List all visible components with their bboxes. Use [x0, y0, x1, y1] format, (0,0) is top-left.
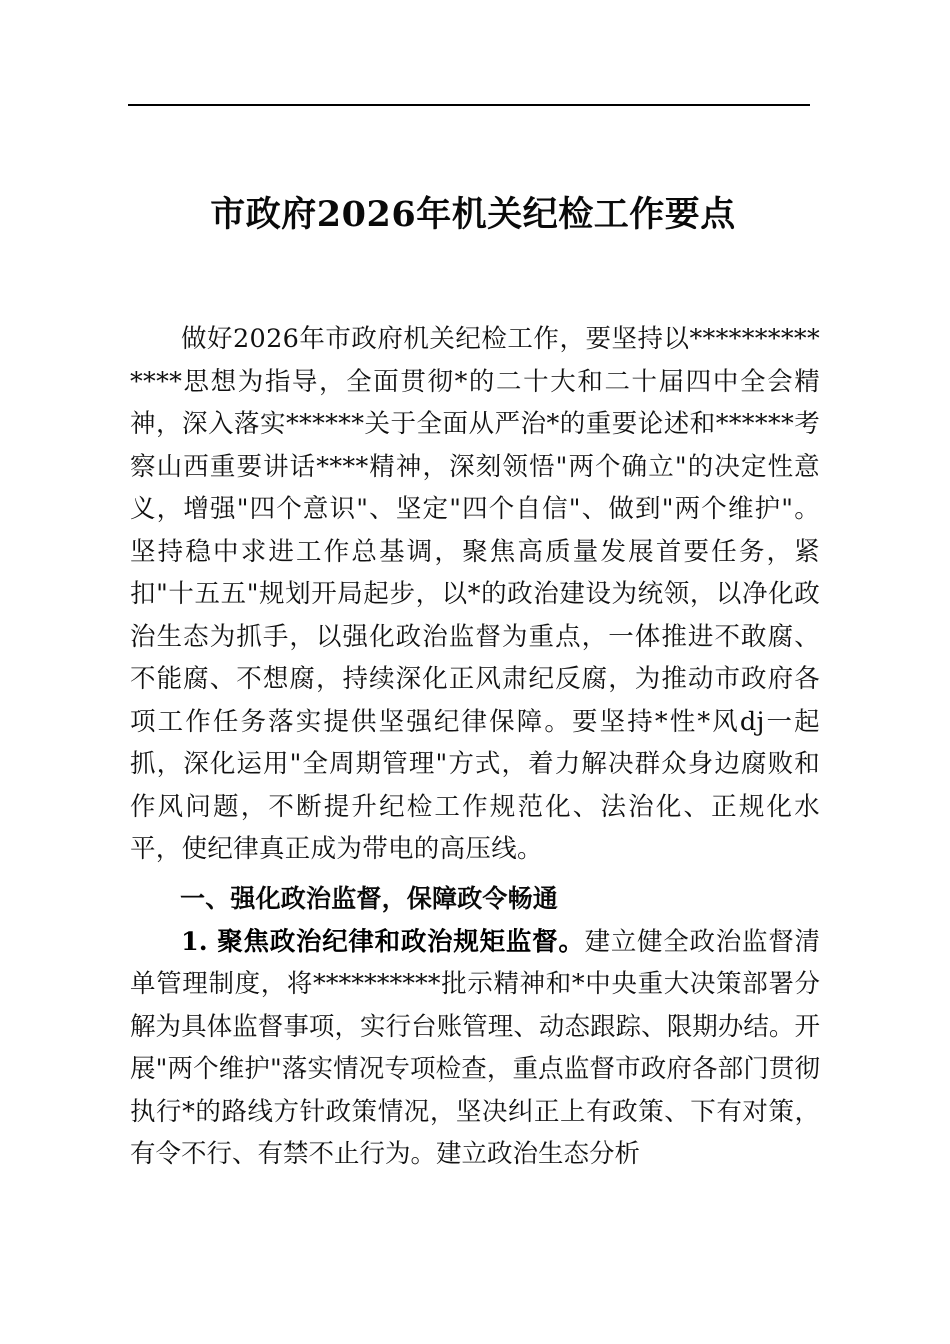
numbered-item-1-label: 1. 聚焦政治纪律和政治规矩监督。 [181, 926, 585, 957]
header-horizontal-rule [128, 104, 810, 106]
header-rule-container [128, 104, 810, 114]
document-body [130, 318, 820, 1176]
section-heading-1: 一、强化政治监督，保障政令畅通 [180, 883, 559, 913]
page-bottom-crop [0, 1314, 950, 1344]
intro-paragraph: 做好2026年市政府机关纪检工作，要坚持以**************思想为指导，全面贯彻*的二十大和二十届四中全会精神，深入落实******关于全面从严治*的重要论述和******考察山西重要讲话****精神，深刻领悟"两个确立"的决定性意义，增强"四个意识"、坚定"四个自信"、做到"两个维护"。坚持稳中求进工作总基调，聚焦高质量发展首要任务，紧扣"十五五"规划开局起步，以*的政治建设为统领，以净化政治生态为抓手，以强化政治监督为重点，一体推进不敢腐、不能腐、不想腐，持续深化正风肃纪反腐，为推动市政府各项工作任务落实提供坚强纪律保障。要坚持*性*风dj一起抓，深化运用"全周期管理"方式，着力解决群众身边腐败和作风问题，不断提升纪检工作规范化、法治化、正规化水平，使纪律真正成为带电的高压线。 [130, 324, 820, 864]
numbered-item-1-text: 建立健全政治监督清单管理制度，将**********批示精神和*中央重大决策部署分解为具体监督事项，实行台账管理、动态跟踪、限期办结。开展"两个维护"落实情况专项检查，重点监督市政府各部门贯彻执行*的路线方针政策情况，坚决纠正上有政策、下有对策，有令不行、有禁不止行为。建立政治生态分析 [130, 926, 820, 1169]
numbered-item-1 [130, 921, 820, 1176]
document-title: 市政府2026年机关纪检工作要点 [210, 194, 736, 235]
